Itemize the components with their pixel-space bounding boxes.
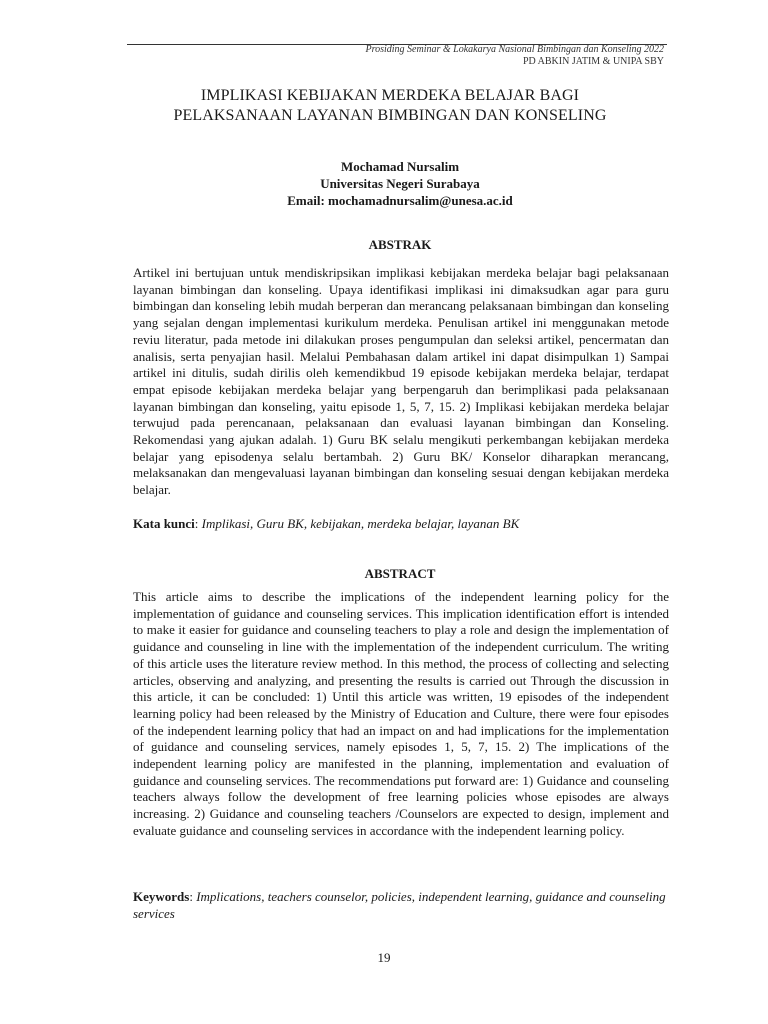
paper-title: [90, 86, 690, 126]
kata-kunci: Kata kunci: Implikasi, Guru BK, kebijakan, merdeka belajar, layanan BK: [133, 516, 520, 531]
author-affiliation: Universitas Negeri Surabaya: [320, 176, 480, 191]
abstrak-text: Artikel ini bertujuan untuk mendiskripsikan implikasi kebijakan merdeka belajar bagi pelaksanaan layanan bimbingan dan konseling. Upaya identifikasi implikasi ini dimaksudkan agar para guru bimbingan dan konseling lebih mudah berperan dan merancang pelaksanaan bimbingan dan konseling yang sejalan dengan implementasi kurikulum merdeka. Penulisan artikel ini menggunakan metode reviu literatur, pada metode ini dilakukan proses pengumpulan dan seleksi artikel, pencermatan dan analisis, serta penyajian hasil. Melalui Pembahasan dalam artikel ini dapat disimpulkan 1) Sampai artikel ini ditulis, sudah dirilis oleh kemendikbud 19 episode kebijakan merdeka belajar, terdapat empat episode kebijakan merdeka belajar yang berpengaruh dan berimplikasi pada pelaksanaan layanan bimbingan dan konseling, yaitu episode 1, 5, 7, 15. 2) Implikasi kebijakan merdeka belajar terwujud pada perencanaan, pelaksanaan dan evaluasi layanan bimbingan dan Konseling. Rekomendasi yang ajukan adalah. 1) Guru BK selalu mengikuti perkembangan kebijakan merdeka belajar yang episodenya selalu bertambah. 2) Guru BK/ Konselor diharapkan merancang, melaksanakan dan mengevaluasi layanan bimbingan dan konseling sesuai dengan kebijakan merdeka belajar.: [133, 265, 669, 498]
paper-title-line2: PELAKSANAAN LAYANAN BIMBINGAN DAN KONSELING: [173, 107, 607, 124]
author-email: Email: mochamadnursalim@unesa.ac.id: [287, 193, 513, 208]
keywords: Keywords: Implications, teachers counselor, policies, independent learning, guidance and counseling services: [133, 889, 666, 921]
kata-kunci-label: Kata kunci: [133, 516, 195, 531]
running-header: [365, 44, 664, 68]
keywords-label: Keywords: [133, 889, 190, 904]
author-block: [100, 158, 700, 209]
running-header-line1: Prosiding Seminar & Lokakarya Nasional Bimbingan dan Konseling 2022: [365, 44, 664, 55]
abstrak-heading: ABSTRAK: [368, 237, 432, 252]
kata-kunci-values: Implikasi, Guru BK, kebijakan, merdeka belajar, layanan BK: [201, 516, 520, 531]
abstract-text: This article aims to describe the implications of the independent learning policy for the implementation of guidance and counseling services. This implication identification effort is intended to make it easier for guidance and counseling teachers to play a role and design the implementation of guidance and counseling in line with the implementation of the independent curriculum. The writing of this article uses the literature review method. In this method, the process of collecting and selecting articles, observing and analyzing, and presenting the results is carried out Through the discussion in this article, it can be concluded: 1) Until this article was written, 19 episodes of the independent learning policy had been released by the Ministry of Education and Culture, there were four episodes of the independent learning policy that had an impact on and had implications for the implementation of guidance and counseling services, namely episodes 1, 5, 7, 15. 2) The implications of the independent learning policy are manifested in the planning, implementation and evaluation of guidance and counseling services. The recommendations put forward are: 1) Guidance and counseling teachers always follow the development of free learning policies whose episodes are always increasing. 2) Guidance and counseling teachers /Counselors are expected to design, implement and evaluate guidance and counseling services in accordance with the independent learning policy.: [133, 589, 669, 838]
paper-title-line1: IMPLIKASI KEBIJAKAN MERDEKA BELAJAR BAGI: [200, 87, 580, 104]
running-header-line2: PD ABKIN JATIM & UNIPA SBY: [522, 56, 664, 67]
keywords-values: Implications, teachers counselor, policies, independent learning, guidance and counseling services: [133, 889, 666, 921]
page-number: 19: [377, 950, 391, 965]
author-name: Mochamad Nursalim: [340, 159, 460, 174]
abstract-heading: ABSTRACT: [364, 566, 436, 581]
